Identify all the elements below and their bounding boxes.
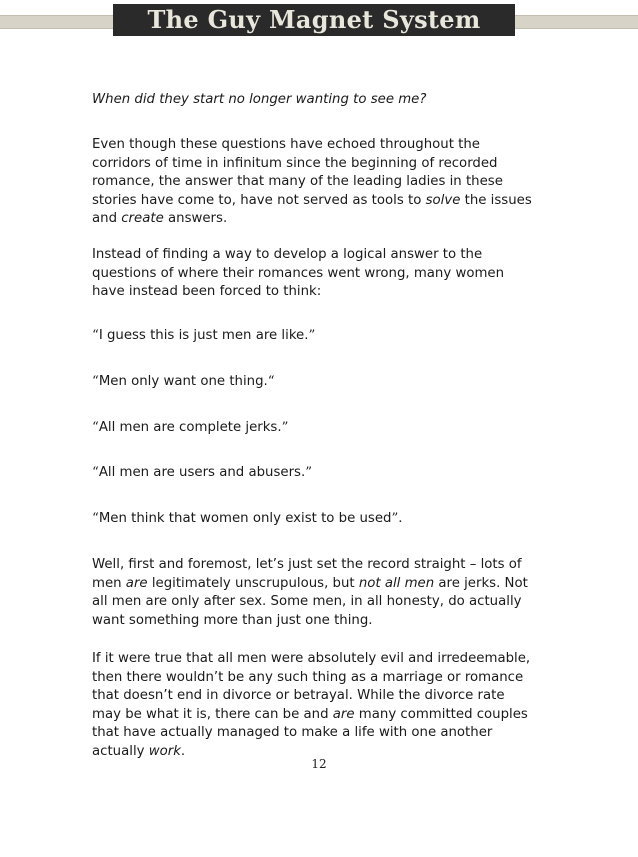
paragraph-record-straight: Well, first and foremost, let’s just set the record straight – lots of men are legitimately unscrupulous, but not all men are jerks. Not all men are only after sex. Some men, in all honesty, do actually want something more than just one thing. xyxy=(92,557,528,628)
page-number: 12 xyxy=(311,757,327,771)
header-banner xyxy=(113,4,515,36)
paragraph-intro: Even though these questions have echoed throughout the corridors of time in infinitum since the beginning of recorded romance, the answer that many of the leading ladies in these stories have come to, have not served as tools to solve the issues and create answers. xyxy=(92,137,532,226)
quote-line: “I guess this is just men are like.” xyxy=(92,328,316,343)
paragraph-if-true: If it were true that all men were absolutely evil and irredeemable, then there wouldn’t be any such thing as a marriage or romance that doesn’t end in divorce or betrayal. While the divorce rate may be what it is, there can be and are many committed couples that have actually managed to make a life with one another actually work. xyxy=(92,651,531,759)
paragraph-instead: Instead of finding a way to develop a logical answer to the questions of where their romances went wrong, many women have instead been forced to think: xyxy=(92,247,505,299)
quote-line: “All men are complete jerks.” xyxy=(92,420,289,435)
paragraph-question: When did they start no longer wanting to see me? xyxy=(92,92,427,107)
quote-line: “All men are users and abusers.” xyxy=(92,465,312,480)
header-title: The Guy Magnet System xyxy=(147,5,481,34)
quote-line: “Men think that women only exist to be used”. xyxy=(92,511,403,526)
quote-line: “Men only want one thing.“ xyxy=(92,374,275,389)
